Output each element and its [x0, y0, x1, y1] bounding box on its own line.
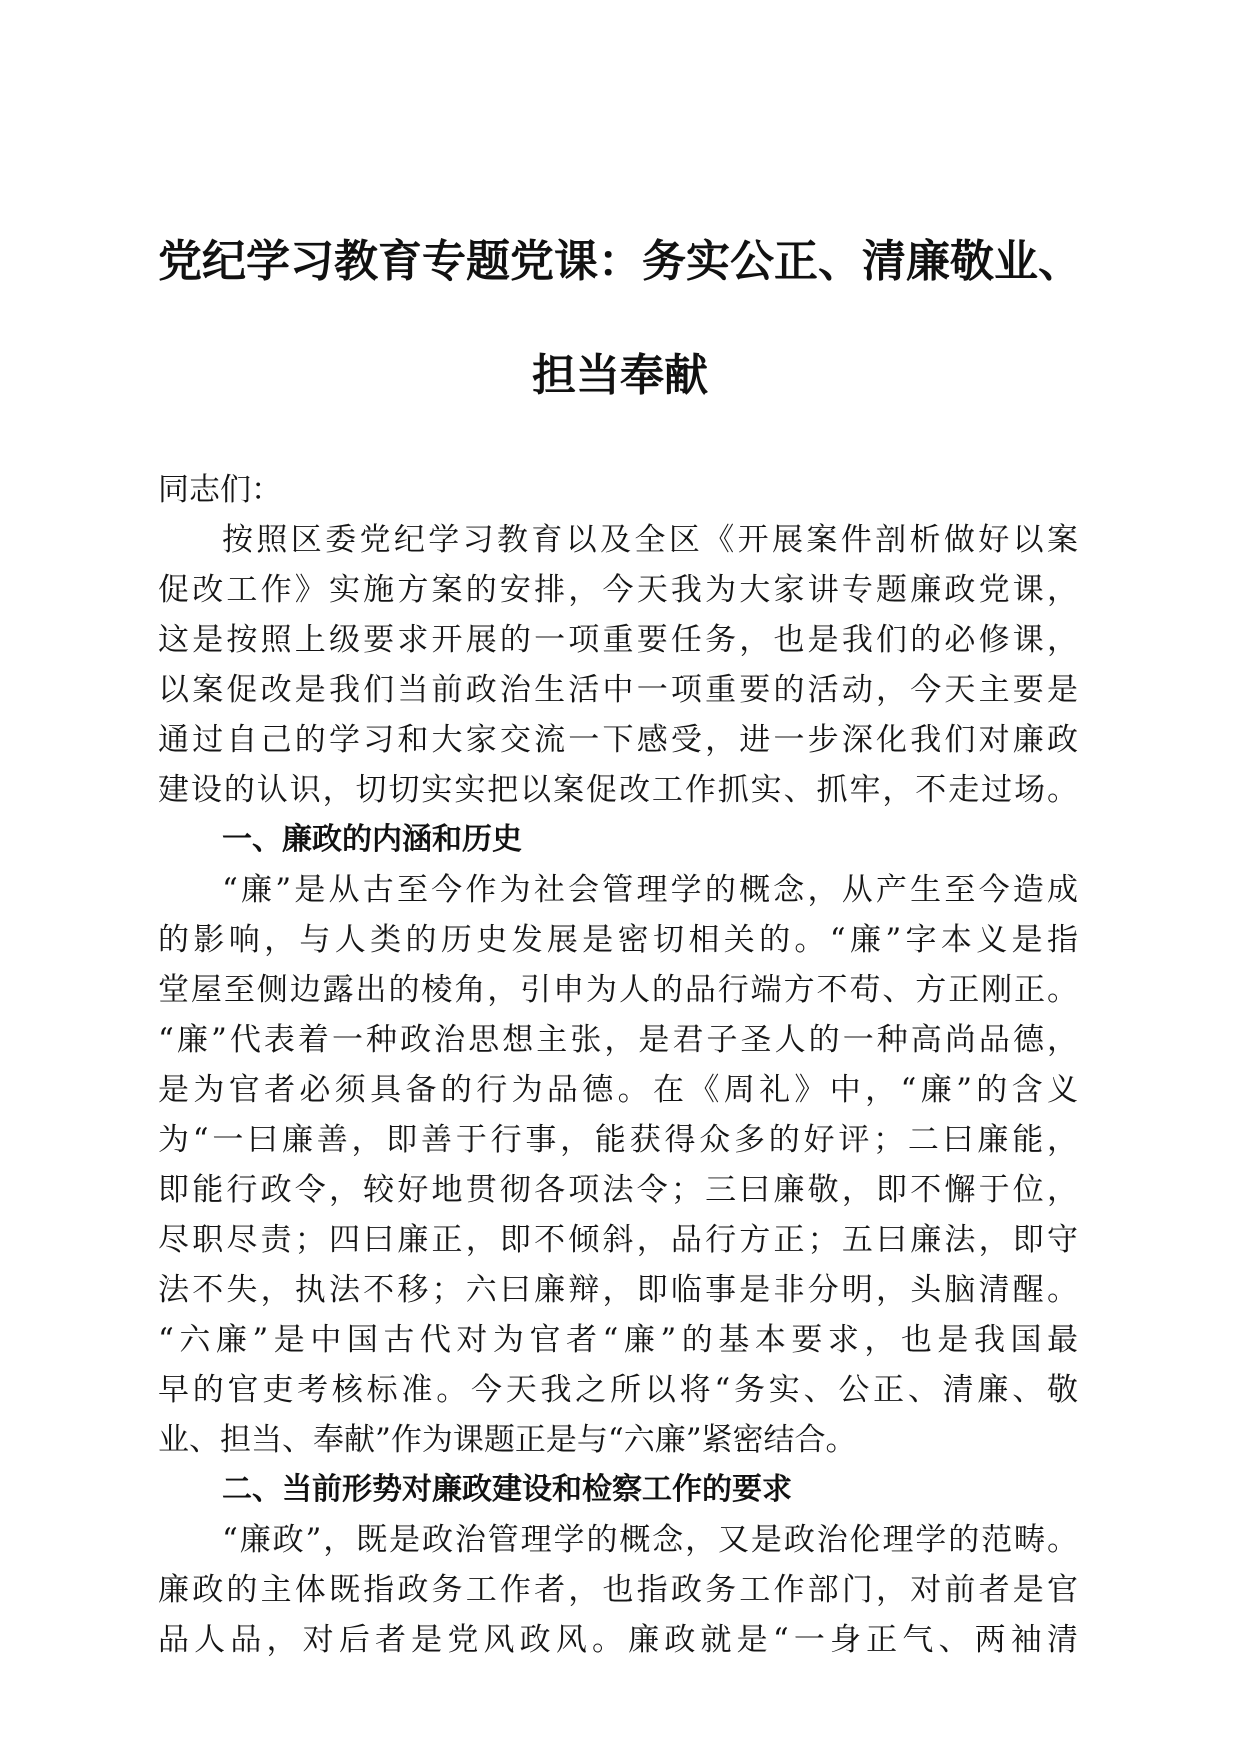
section1-line: 为“一曰廉善，即善于行事，能获得众多的好评；二曰廉能，	[158, 1122, 1078, 1158]
section1-line: 法不失，执法不移；六曰廉辩，即临事是非分明，头脑清醒。	[158, 1272, 1078, 1308]
intro-line: 这是按照上级要求开展的一项重要任务，也是我们的必修课，	[158, 622, 1078, 658]
section1-line: “六廉”是中国古代对为官者“廉”的基本要求，也是我国最	[158, 1322, 1078, 1358]
section2-line: 廉政的主体既指政务工作者，也指政务工作部门，对前者是官	[158, 1572, 1078, 1608]
section1-line: 早的官吏考核标准。今天我之所以将“务实、公正、清廉、敬	[158, 1372, 1078, 1408]
page-title-line-1: 党纪学习教育专题党课：务实公正、清廉敬业、	[158, 236, 1082, 287]
intro-line: 建设的认识，切切实实把以案促改工作抓实、抓牢，不走过场。	[158, 772, 1078, 808]
section1-line: “廉”是从古至今作为社会管理学的概念，从产生至今造成	[222, 872, 1078, 908]
section-heading-1: 一、廉政的内涵和历史	[222, 822, 522, 857]
intro-line: 促改工作》实施方案的安排，今天我为大家讲专题廉政党课，	[158, 572, 1078, 608]
intro-line: 按照区委党纪学习教育以及全区《开展案件剖析做好以案	[222, 522, 1078, 558]
section2-line: “廉政”，既是政治管理学的概念，又是政治伦理学的范畴。	[222, 1522, 1078, 1558]
page-title-line-2: 担当奉献	[532, 350, 708, 401]
section1-line: 的影响，与人类的历史发展是密切相关的。“廉”字本义是指	[158, 922, 1078, 958]
intro-line: 以案促改是我们当前政治生活中一项重要的活动，今天主要是	[158, 672, 1078, 708]
section1-line: 是为官者必须具备的行为品德。在《周礼》中，“廉”的含义	[158, 1072, 1078, 1108]
section1-line: 堂屋至侧边露出的棱角，引申为人的品行端方不苟、方正刚正。	[158, 972, 1078, 1008]
intro-line: 通过自己的学习和大家交流一下感受，进一步深化我们对廉政	[158, 722, 1078, 758]
section-heading-2: 二、当前形势对廉政建设和检察工作的要求	[222, 1472, 792, 1507]
section1-line: 业、担当、奉献”作为课题正是与“六廉”紧密结合。	[158, 1422, 857, 1458]
section1-line: 即能行政令，较好地贯彻各项法令；三曰廉敬，即不懈于位，	[158, 1172, 1078, 1208]
salutation: 同志们：	[158, 472, 282, 508]
section1-line: 尽职尽责；四曰廉正，即不倾斜，品行方正；五曰廉法，即守	[158, 1222, 1078, 1258]
section1-line: “廉”代表着一种政治思想主张，是君子圣人的一种高尚品德，	[158, 1022, 1078, 1058]
section2-line: 品人品，对后者是党风政风。廉政就是“一身正气、两袖清	[158, 1622, 1078, 1658]
